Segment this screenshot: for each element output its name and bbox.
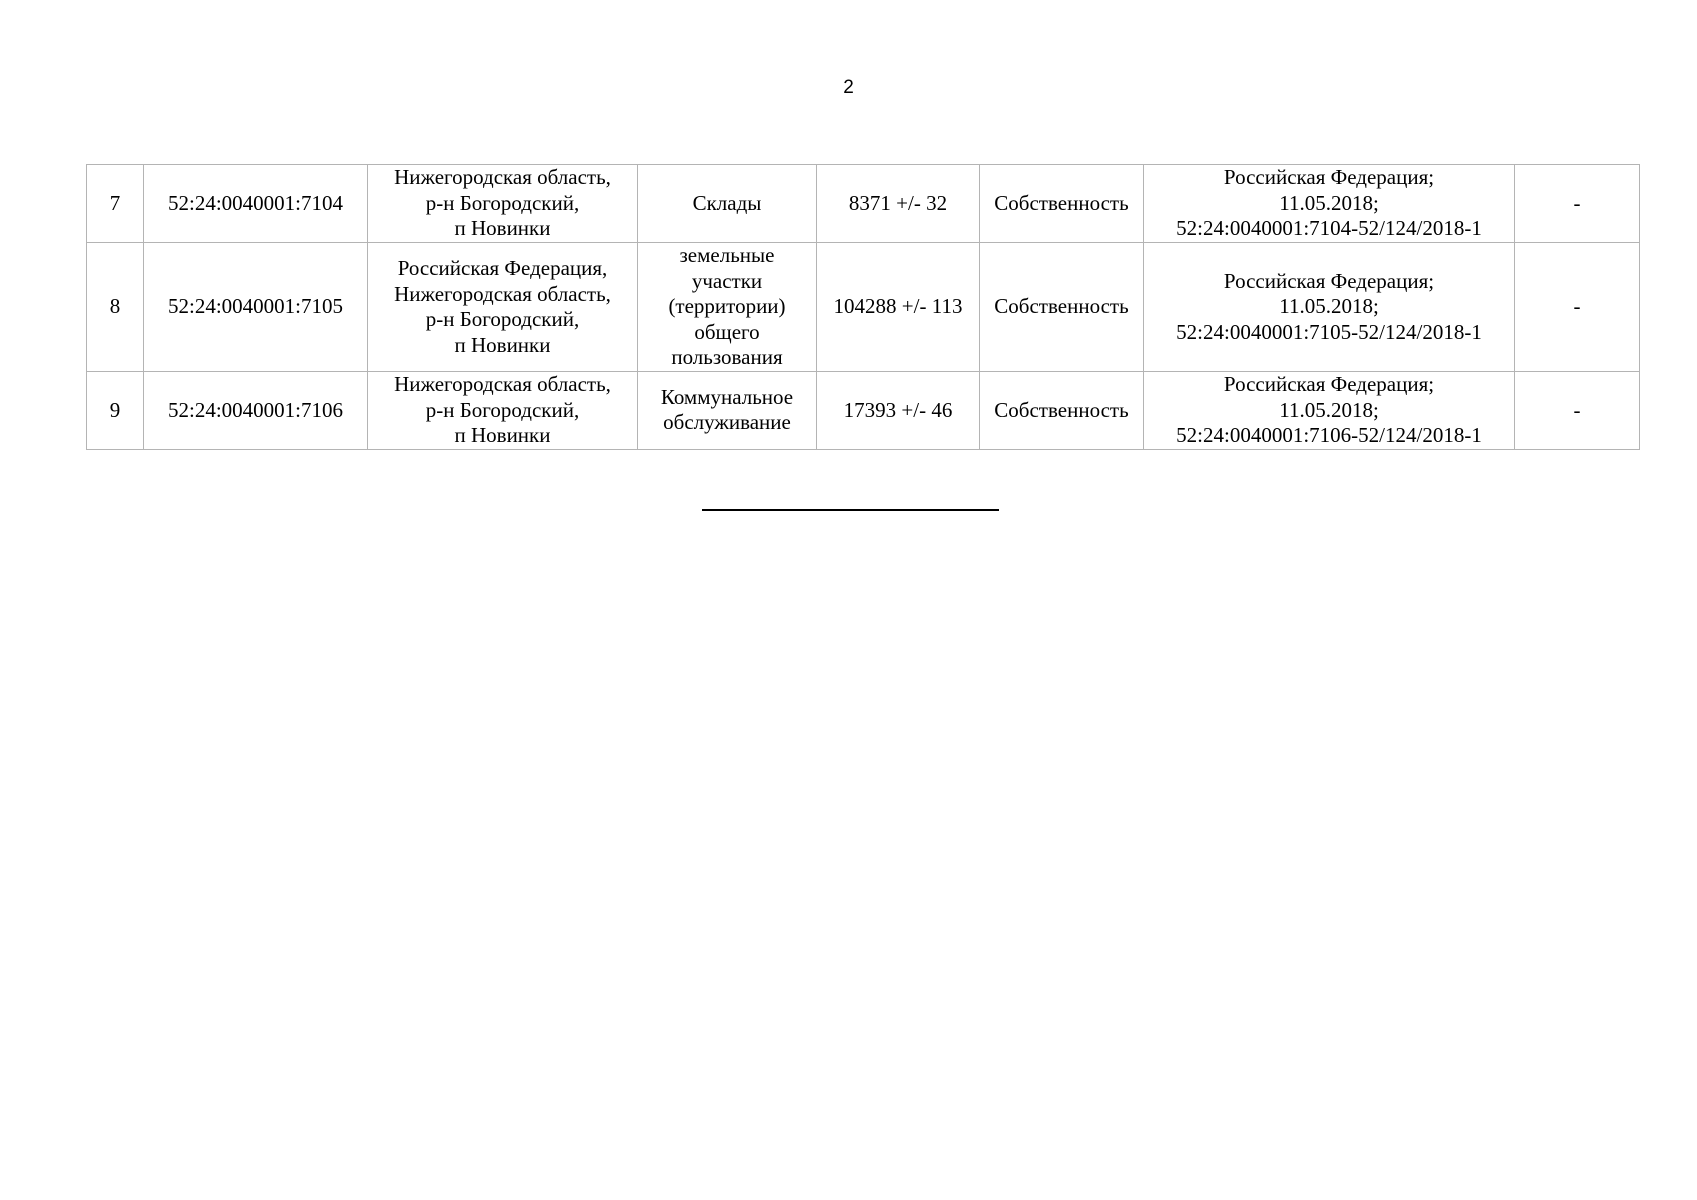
right-type-cell: Собственность [980, 165, 1144, 243]
registration-cell: Российская Федерация; 11.05.2018; 52:24:0040001:7104-52/124/2018-1 [1144, 165, 1515, 243]
area-cell: 104288 +/- 113 [817, 243, 980, 372]
area-cell: 17393 +/- 46 [817, 372, 980, 450]
encumbrance-cell: - [1515, 165, 1640, 243]
table-row [87, 165, 1640, 243]
row-number-cell: 8 [87, 243, 144, 372]
address-cell: Нижегородская область, р-н Богородский, п Новинки [368, 372, 638, 450]
page-number: 2 [843, 77, 854, 98]
registration-cell: Российская Федерация; 11.05.2018; 52:24:0040001:7106-52/124/2018-1 [1144, 372, 1515, 450]
address-cell: Нижегородская область, р-н Богородский, п Новинки [368, 165, 638, 243]
land-plots-table [86, 164, 1640, 450]
end-of-document-rule [702, 509, 999, 511]
cadastral-number-cell: 52:24:0040001:7104 [144, 165, 368, 243]
right-type-cell: Собственность [980, 372, 1144, 450]
row-number-cell: 7 [87, 165, 144, 243]
land-use-cell: Коммунальное обслуживание [638, 372, 817, 450]
address-cell: Российская Федерация, Нижегородская область, р-н Богородский, п Новинки [368, 243, 638, 372]
encumbrance-cell: - [1515, 243, 1640, 372]
cadastral-number-cell: 52:24:0040001:7106 [144, 372, 368, 450]
table-row [87, 372, 1640, 450]
registration-cell: Российская Федерация; 11.05.2018; 52:24:0040001:7105-52/124/2018-1 [1144, 243, 1515, 372]
row-number-cell: 9 [87, 372, 144, 450]
table-row [87, 243, 1640, 372]
area-cell: 8371 +/- 32 [817, 165, 980, 243]
right-type-cell: Собственность [980, 243, 1144, 372]
land-use-cell: земельные участки (территории) общего пользования [638, 243, 817, 372]
cadastral-number-cell: 52:24:0040001:7105 [144, 243, 368, 372]
land-use-cell: Склады [638, 165, 817, 243]
encumbrance-cell: - [1515, 372, 1640, 450]
